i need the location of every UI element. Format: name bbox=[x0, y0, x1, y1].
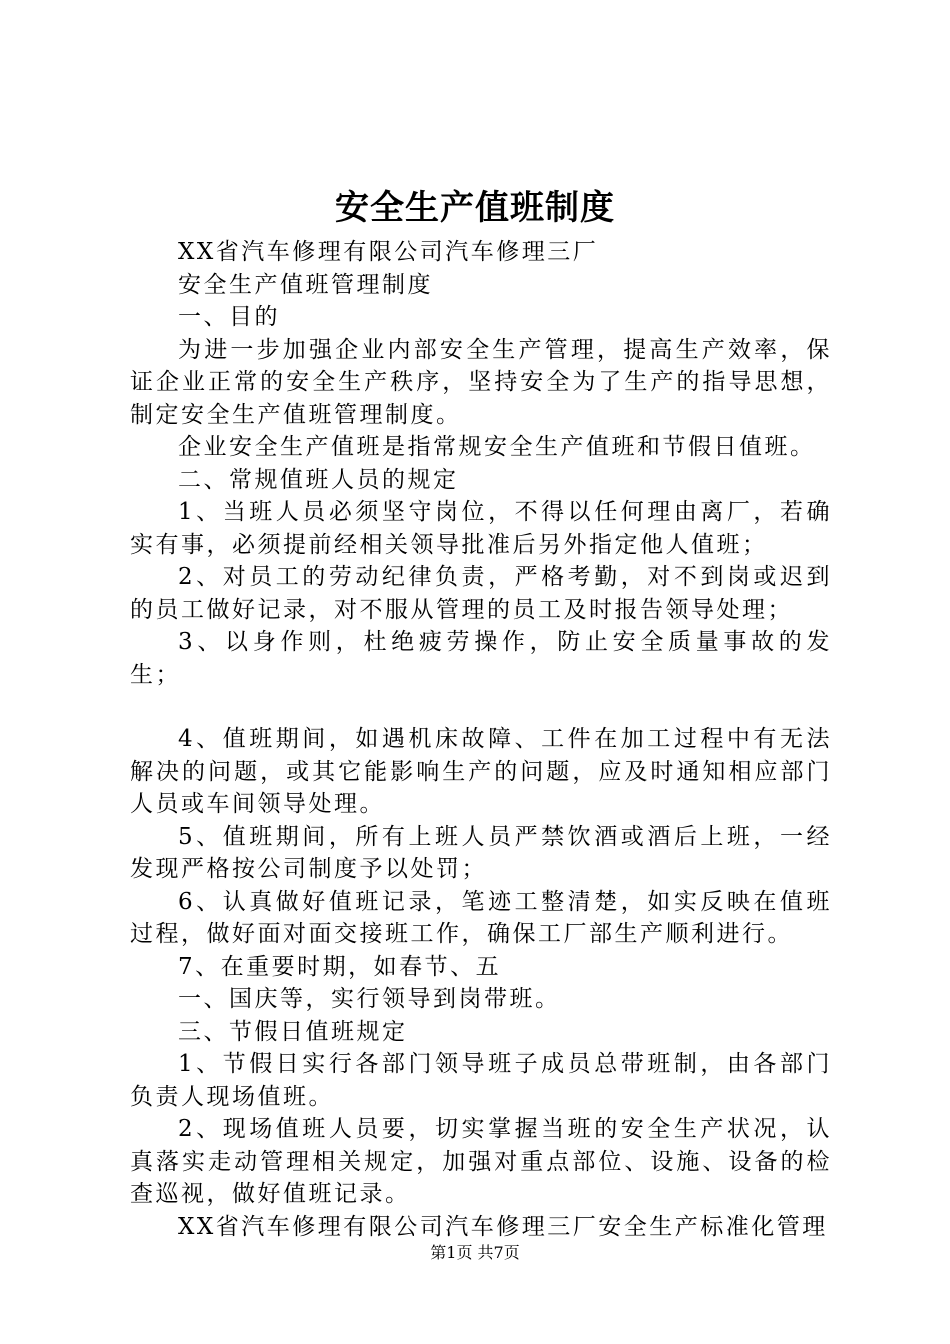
rule-item-2: 2、对员工的劳动纪律负责，严格考勤，对不到岗或迟到的员工做好记录，对不服从管理的员工及时报告领导处理； bbox=[130, 564, 832, 623]
company-name-line: XX省汽车修理有限公司汽车修理三厂 bbox=[178, 239, 599, 265]
section-heading-regular-duty: 二、常规值班人员的规定 bbox=[178, 466, 459, 493]
rule-item-7-continued: 一、国庆等，实行领导到岗带班。 bbox=[178, 986, 561, 1012]
section-heading-holiday-duty: 三、节假日值班规定 bbox=[178, 1018, 408, 1045]
document-title: 安全生产值班制度 bbox=[335, 188, 615, 228]
purpose-paragraph: 为进一步加强企业内部安全生产管理，提高生产效率，保证企业正常的安全生产秩序，坚持安全为了生产的指导思想，制定安全生产值班管理制度。 bbox=[130, 336, 832, 428]
rule-item-3: 3、以身作则，杜绝疲劳操作，防止安全质量事故的发生； bbox=[130, 629, 832, 688]
section-heading-purpose: 一、目的 bbox=[178, 304, 280, 330]
holiday-rule-1: 1、节假日实行各部门领导班子成员总带班制，由各部门负责人现场值班。 bbox=[130, 1051, 832, 1110]
subtitle-line: 安全生产值班管理制度 bbox=[178, 271, 433, 298]
rule-item-4: 4、值班期间，如遇机床故障、工件在加工过程中有无法解决的问题，或其它能影响生产的问题，应及时通知相应部门人员或车间领导处理。 bbox=[130, 726, 832, 817]
holiday-rule-2: 2、现场值班人员要，切实掌握当班的安全生产状况，认真落实走动管理相关规定，加强对重点部位、设施、设备的检查巡视，做好值班记录。 bbox=[130, 1116, 832, 1207]
rule-item-1: 1、当班人员必须坚守岗位，不得以任何理由离厂，若确实有事，必须提前经相关领导批准后另外指定他人值班； bbox=[130, 499, 832, 558]
definition-paragraph: 企业安全生产值班是指常规安全生产值班和节假日值班。 bbox=[178, 434, 816, 460]
rule-item-7: 7、在重要时期，如春节、五 bbox=[178, 953, 502, 980]
rule-item-5: 5、值班期间，所有上班人员严禁饮酒或酒后上班，一经发现严格按公司制度予以处罚； bbox=[130, 823, 832, 882]
document-body bbox=[130, 236, 832, 1243]
rule-item-6: 6、认真做好值班记录，笔迹工整清楚，如实反映在值班过程，做好面对面交接班工作，确保工厂部生产顺利进行。 bbox=[130, 888, 832, 947]
page-number-footer: 第1页 共7页 bbox=[430, 1243, 520, 1262]
closing-line: XX省汽车修理有限公司汽车修理三厂安全生产标准化管理 bbox=[178, 1213, 828, 1240]
